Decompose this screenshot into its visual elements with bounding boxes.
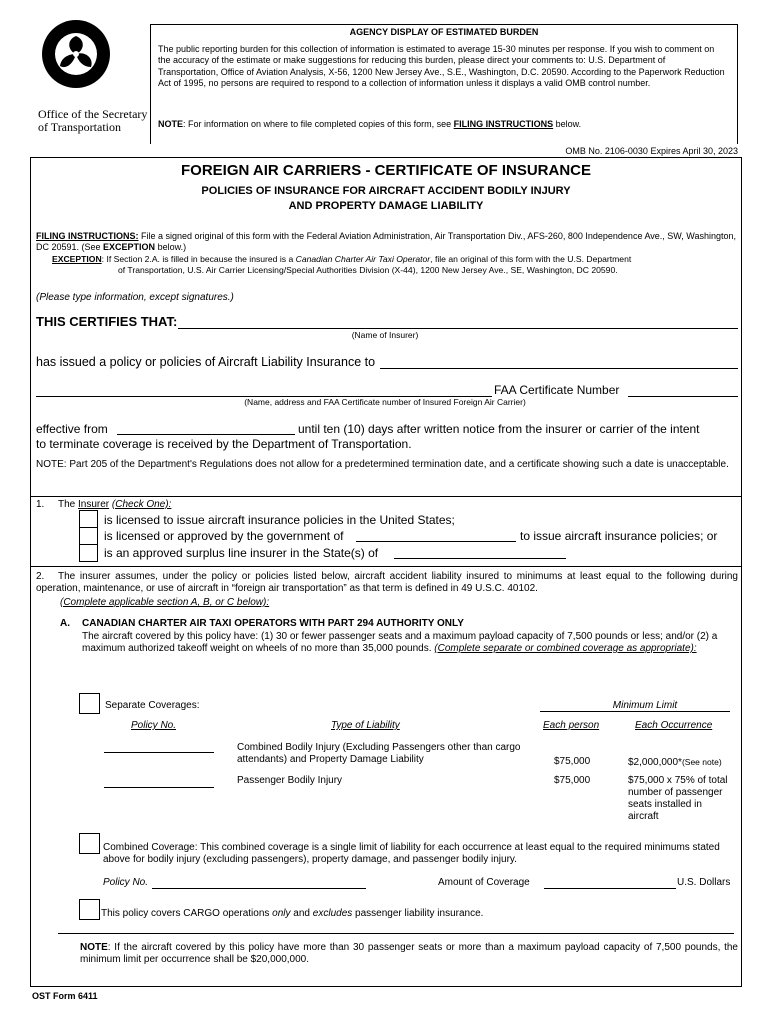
cargo-mid: and [290, 908, 313, 919]
section-2-complete: (Complete applicable section A, B, or C below): [60, 597, 270, 608]
form-number: OST Form 6411 [32, 991, 98, 1001]
exception-ref: EXCEPTION [103, 242, 156, 252]
filing-text-end: below.) [155, 242, 187, 252]
cargo-text [101, 908, 483, 920]
office-line-2: of Transportation [38, 120, 122, 134]
divider-1 [30, 496, 742, 497]
issued-text: has issued a policy or policies of Aircraft Liability Insurance to [36, 355, 376, 369]
faa-cert-field[interactable] [628, 396, 738, 397]
exception-italic: Canadian Charter Air Taxi Operator [295, 254, 431, 264]
filing-label: FILING INSTRUCTIONS: [36, 231, 139, 241]
separate-coverages-label: Separate Coverages: [105, 700, 200, 711]
label-insurer: Insurer [78, 499, 110, 510]
section-a-title: CANADIAN CHARTER AIR TAXI OPERATORS WITH PART 294 AUTHORITY ONLY [82, 618, 464, 629]
section-a-text [82, 631, 738, 655]
cargo-excludes: excludes [312, 908, 353, 919]
form-subtitle-1: POLICIES OF INSURANCE FOR AIRCRAFT ACCIDENT BODILY INJURY [201, 185, 571, 197]
col-each-person: Each person [543, 720, 600, 731]
filing-instructions [36, 231, 738, 253]
effective-from-label: effective from [36, 422, 108, 436]
option-surplus-line: is an approved surplus line insurer in the State(s) of [104, 546, 379, 560]
note-text: : For information on where to file completed copies of this form, see [183, 119, 454, 129]
policy-no-field-1[interactable] [104, 752, 214, 753]
surplus-line-checkbox[interactable] [79, 544, 98, 562]
option-licensed-us: is licensed to issue aircraft insurance policies in the United States; [104, 513, 455, 527]
option-licensed-foreign-end: to issue aircraft insurance policies; or [520, 529, 718, 543]
type-info: (Please type information, except signatures.) [36, 292, 234, 303]
note-label: NOTE [158, 119, 184, 129]
section-2-num: 2. [36, 571, 45, 582]
liability-type-1: Combined Bodily Injury (Excluding Passengers other than cargo attendants) and Property Damage Liability [237, 742, 521, 765]
burden-note [158, 119, 726, 130]
option-licensed-foreign: is licensed or approved by the government of [104, 529, 344, 543]
section-2-text: The insurer assumes, under the policy or policies listed below, aircraft accident liability insured to minimums at least equal to the following during operation, maintenance, or use of aircraft in “foreign air transportation” as that term is defined in 49 U.S.C. 40102. [36, 571, 738, 594]
section-a-instruction: (Complete separate or combined coverage as appropriate): [434, 643, 697, 654]
each-person-1: $75,000 [554, 756, 591, 767]
col-each-occurrence: Each Occurrence [635, 720, 713, 731]
effective-date-field[interactable] [117, 434, 295, 435]
minimum-limit-label: Minimum Limit [612, 700, 678, 711]
combined-coverage-text: Combined Coverage: This combined coverage is a single limit of liability for each occurrence at least equal to the required minimums stated above for bodily injury (excluding passengers), property damage, and passenger bodily injury. [103, 842, 720, 865]
exception-text-2: , file an original of this form with the U.S. Department [430, 254, 632, 264]
licensed-us-checkbox[interactable] [79, 510, 98, 528]
each-occurrence-2: $75,000 x 75% of total number of passenger seats installed in aircraft [628, 775, 728, 822]
until-text: until ten (10) days after written notice from the insurer or carrier of the intent [298, 422, 700, 436]
col-policy-no: Policy No. [131, 720, 177, 731]
payload-note [80, 942, 738, 966]
label-check-one: (Check One): [111, 499, 172, 510]
each-occurrence-1 [628, 756, 722, 769]
terminate-text: to terminate coverage is received by the Department of Transportation. [36, 437, 412, 451]
label-pre: The [58, 499, 79, 510]
payload-note-text: : If the aircraft covered by this policy have more than 30 passenger seats or more than a maximum payload capacity of 7,500 pounds, the minimum limit per occurrence shall be $20,000,000. [80, 942, 738, 965]
frame-right [741, 157, 742, 987]
cargo-pre: This policy covers CARGO operations [101, 908, 273, 919]
divider-3 [58, 933, 734, 934]
dot-seal-icon [40, 18, 112, 90]
licensed-foreign-checkbox[interactable] [79, 527, 98, 545]
office-name [38, 108, 148, 134]
frame-top [30, 157, 742, 158]
burden-title: AGENCY DISPLAY OF ESTIMATED BURDEN [349, 27, 539, 37]
cargo-only: only [272, 908, 291, 919]
frame-left [30, 157, 31, 987]
divider-2 [30, 566, 742, 567]
section-a-body: The aircraft covered by this policy have: (1) 30 or fewer passenger seats and a maximum payload capacity of 7,500 pounds or less; and/or (2) a maximum authorized takeoff weight on wheels of no more than 35,000 pounds. [82, 631, 718, 654]
policy-no-label: Policy No. [103, 877, 149, 888]
usd-label: U.S. Dollars [677, 877, 731, 888]
burden-text: The public reporting burden for this collection of information is estimated to average 15-30 minutes per response. If you wish to comment on the accuracy of the estimate or make suggestions for reducing this burden, please direct your comments to: U.S. Department of Transportation, Office of Aviation Analysis, X-56, 1200 New Jersey Ave., S.E., Washington, D.C. 20590. According to the Paperwork Reduction Act of 1995, no persons are required to respond to a collection of information unless it displays a valid OMB control number. [158, 44, 725, 88]
each-person-2: $75,000 [554, 775, 591, 786]
insured-carrier-field[interactable] [380, 368, 738, 369]
cargo-end: passenger liability insurance. [352, 908, 484, 919]
office-line-1: Office of the Secretary [38, 107, 148, 121]
policy-no-field-2[interactable] [104, 787, 214, 788]
form-subtitle-2: AND PROPERTY DAMAGE LIABILITY [288, 200, 484, 212]
states-field[interactable] [394, 558, 566, 559]
combined-coverage-checkbox[interactable] [79, 833, 100, 854]
amount-of-coverage-field[interactable] [544, 888, 676, 889]
occurrence-amount-1: $2,000,000* [628, 757, 682, 768]
exception-line-1 [52, 254, 742, 265]
filing-text: File a signed original of this form with the Federal Aviation Administration, Air Transportation Div., AFS-260, 800 Independence Ave., SW, Washington, DC 20591. (See [36, 231, 736, 252]
dot-seal [40, 18, 112, 90]
name-of-insurer-caption: (Name of Insurer) [351, 330, 419, 340]
exception-label: EXCEPTION [52, 254, 102, 264]
form-title: FOREIGN AIR CARRIERS - CERTIFICATE OF INSURANCE [180, 162, 591, 179]
exception-line-2: of Transportation, U.S. Air Carrier Licensing/Special Authorities Division (X-44), 1200 New Jersey Ave., SE, Washington, DC 20590. [118, 265, 618, 275]
exception-text-1: : If Section 2.A. is filled in because the insured is a [101, 254, 296, 264]
combined-policy-no-field[interactable] [152, 888, 366, 889]
col-type-liability: Type of Liability [331, 720, 400, 731]
filing-instructions-link[interactable]: FILING INSTRUCTIONS [453, 119, 554, 129]
faa-cert-label: FAA Certificate Number [494, 383, 620, 397]
separate-coverages-checkbox[interactable] [79, 693, 100, 714]
name-address-caption: (Name, address and FAA Certificate number of Insured Foreign Air Carrier) [244, 397, 526, 407]
government-field[interactable] [356, 541, 516, 542]
part-205-note: NOTE: Part 205 of the Department's Regulations does not allow for a predetermined termination date, and a certificate showing such a date is unacceptable. [36, 459, 729, 470]
amount-of-coverage-label: Amount of Coverage [438, 877, 530, 888]
section-1-num: 1. [36, 499, 45, 510]
liability-type-2: Passenger Bodily Injury [237, 775, 343, 786]
cargo-checkbox[interactable] [79, 899, 100, 920]
omb-number: OMB No. 2106-0030 Expires April 30, 2023 [565, 146, 738, 156]
frame-bottom [30, 986, 742, 987]
payload-note-label: NOTE [80, 942, 108, 953]
occurrence-note-1: (See note) [681, 757, 722, 767]
section-a-letter: A. [60, 618, 70, 629]
insurer-name-field[interactable] [178, 328, 738, 329]
section-1-label [58, 499, 171, 511]
certifies-label: THIS CERTIFIES THAT: [36, 314, 178, 329]
note-end: below. [553, 119, 582, 129]
